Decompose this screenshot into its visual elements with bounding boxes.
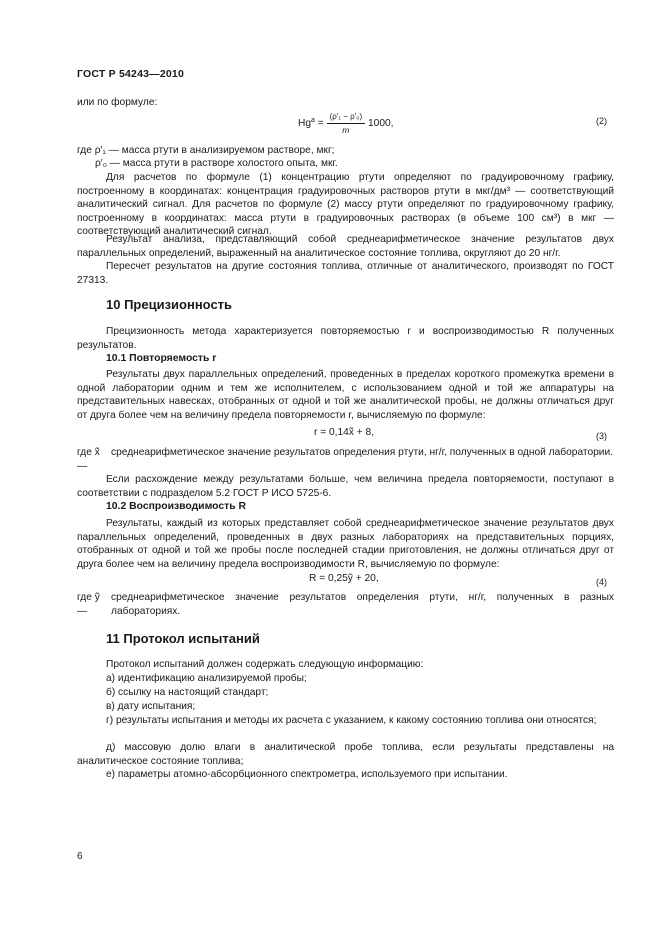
def-rho1-text: масса ртути в анализируемом растворе, мкг;	[121, 145, 335, 156]
subsection-10-1-title: 10.1 Повторяемость r	[106, 353, 217, 364]
formula-2-tail: 1000,	[367, 118, 394, 130]
formula-3-number: (3)	[596, 431, 607, 441]
def-rho1	[77, 144, 335, 158]
page-number: 6	[77, 851, 83, 862]
document-header: ГОСТ Р 54243—2010	[77, 68, 185, 80]
formula-2-numerator: (ρ′₁ − ρ′₀)	[327, 111, 366, 124]
list-item: б) ссылку на настоящий стандарт;	[106, 687, 269, 698]
def-y-tilde	[77, 591, 614, 618]
list-item: а) идентификацию анализируемой пробы;	[106, 673, 307, 684]
def-rho0	[95, 157, 338, 171]
def-y-tilde-text: среднеарифметическое значение результатов определения ртути, нг/г, полученных в разных лабораториях.	[111, 592, 614, 617]
subsection-10-2-title: 10.2 Воспроизводимость R	[106, 501, 246, 512]
subsection-10-1-note: Если расхождение между результатами больше, чем величина предела повторяемости, поступают в соответствии с подразделом 5.2 ГОСТ Р ИСО 5725-6.	[77, 474, 614, 499]
list-item: в) дату испытания;	[106, 701, 196, 712]
intro-text: или по формуле:	[77, 97, 158, 108]
def-rho1-label: где ρ′₁ —	[77, 145, 119, 156]
def-rho0-label: ρ′₀ —	[95, 158, 120, 169]
formula-4: R = 0,25ỹ + 20,	[309, 573, 379, 584]
section-11-intro: Протокол испытаний должен содержать следующую информацию:	[106, 659, 424, 670]
formula-2-fraction	[327, 111, 366, 136]
section-10-intro: Прецизионность метода характеризуется повторяемостью r и воспроизводимостью R полученных результатов.	[77, 326, 614, 351]
list-item: д) массовую долю влаги в аналитической пробе топлива, если результаты представлены на аналитическое состояние топлива;	[77, 742, 614, 767]
def-x-tilde	[77, 446, 614, 473]
def-x-tilde-label: где x̃ —	[77, 447, 100, 472]
section-10-title: 10 Прецизионность	[106, 297, 233, 312]
section-11-title: 11 Протокол испытаний	[106, 631, 260, 646]
subsection-10-1-text: Результаты двух параллельных определений, проведенных в пределах короткого промежутка времени в одной лаборатории одним и тем же исполнителем, с использованием одной и той же аппаратуры на представительных навесках, отобранных от одной и той же аналитической пробы, не должны отличаться друг от друга более чем на величину предела повторяемости r, вычисляемую по формуле:	[77, 369, 614, 421]
paragraph-recalculation: Пересчет результатов на другие состояния топлива, отличные от аналитического, производят по ГОСТ 27313.	[77, 261, 614, 286]
def-y-tilde-label: где ỹ —	[77, 592, 100, 617]
paragraph-calculation: Для расчетов по формуле (1) концентрацию ртути определяют по градуировочному графику, построенному в координатах: концентрация градуировочных растворов ртути в мкг/дм³ — соответствующий аналитический сигнал. Для расчетов по формуле (2) массу ртути определяют по градуировочному графику, построенному в координатах: масса ртути в градуировочных растворах (в объеме 100 см³) в мкг — соответствующий аналитический сигнал.	[77, 172, 614, 238]
formula-2-eq: =	[314, 118, 327, 130]
subsection-10-2-text: Результаты, каждый из которых представляет собой среднеарифметическое значение результатов двух параллельных определений, проведенных в двух разных лабораториях на представительных порциях, отобранных от одной и той же пробы после последней стадии приготовления, не должны отличаться друг от друга более чем на величину предела воспроизводимости R, вычисляемую по формуле:	[77, 518, 614, 570]
paragraph-result: Результат анализа, представляющий собой среднеарифметическое значение результатов двух параллельных определений, выраженный на аналитическое состояние топлива, округляют до 20 нг/г.	[77, 234, 614, 259]
formula-2	[298, 111, 393, 136]
list-item: е) параметры атомно-абсорбционного спектрометра, используемого при испытании.	[106, 769, 508, 780]
formula-2-denominator: m	[342, 125, 350, 135]
formula-4-number: (4)	[596, 577, 607, 587]
formula-2-number: (2)	[596, 116, 607, 126]
formula-3: r = 0,14x̃ + 8,	[314, 427, 375, 438]
def-rho0-text: масса ртути в растворе холостого опыта, мкг.	[122, 158, 338, 169]
formula-2-lhs: Hg	[298, 118, 312, 130]
list-item: г) результаты испытания и методы их расчета с указанием, к какому состоянию топлива они относятся;	[106, 715, 597, 726]
def-x-tilde-text: среднеарифметическое значение результатов определения ртути, нг/г, полученных в одной лаборатории.	[111, 447, 613, 458]
formula-2-lhs-sup: a	[311, 116, 315, 124]
